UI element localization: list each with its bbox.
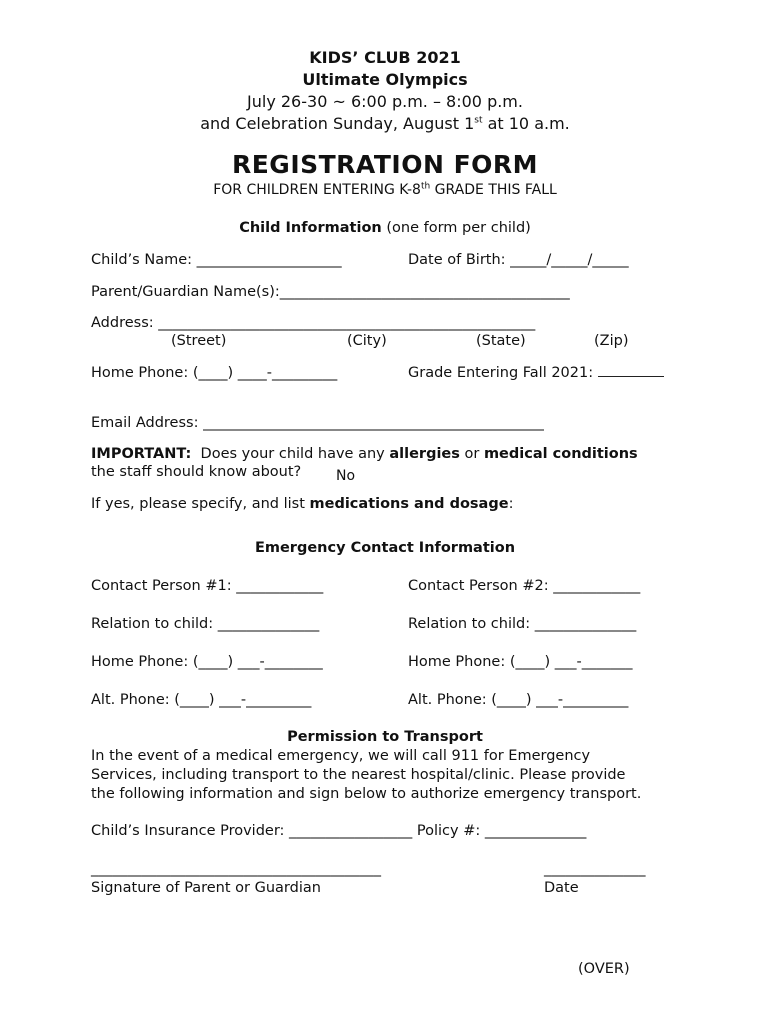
medications-bold: medications and dosage — [309, 496, 509, 512]
home-phone-2-field[interactable]: Home Phone: (____) ___-_______ — [408, 654, 633, 670]
subtitle-text: FOR CHILDREN ENTERING K-8 — [213, 182, 421, 198]
over-note: (OVER) — [578, 961, 630, 977]
or-text: or — [459, 446, 484, 462]
alt-phone-2-field[interactable]: Alt. Phone: (____) ___-_________ — [408, 692, 629, 708]
celebration-line — [0, 114, 770, 135]
signature-label: Signature of Parent or Guardian — [91, 880, 321, 896]
emergency-heading: Emergency Contact Information — [254, 540, 516, 556]
event-name: Ultimate Olympics — [302, 70, 468, 89]
transport-heading: Permission to Transport — [287, 729, 483, 745]
child-info-note: (one form per child) — [381, 220, 531, 236]
relation-1-field[interactable]: Relation to child: ______________ — [91, 616, 320, 632]
child-info-title: Child Information — [239, 220, 382, 236]
contact-person-1-field[interactable]: Contact Person #1: ____________ — [91, 578, 324, 594]
transport-paragraph-line1: In the event of a medical emergency, we will call 911 for Emergency — [91, 748, 591, 764]
subtitle-sup: th — [420, 181, 431, 192]
relation-2-field[interactable]: Relation to child: ______________ — [408, 616, 637, 632]
child-info-heading — [0, 219, 770, 238]
medications-text: If yes, please specify, and list — [91, 496, 310, 512]
date-of-birth-field[interactable]: Date of Birth: _____/_____/_____ — [408, 252, 629, 268]
celebration-text: and Celebration Sunday, August 1 — [200, 114, 475, 133]
home-phone-field[interactable]: Home Phone: (____) ____-_________ — [91, 365, 338, 381]
medical-answer-field[interactable]: No — [336, 468, 356, 484]
contact-person-2-field[interactable]: Contact Person #2: ____________ — [408, 578, 641, 594]
transport-paragraph-line3: the following information and sign below to authorize emergency transport. — [91, 786, 642, 802]
grade-entering-blank[interactable] — [598, 364, 664, 377]
alt-phone-1-field[interactable]: Alt. Phone: (____) ___-_________ — [91, 692, 312, 708]
grade-entering-field[interactable] — [408, 364, 664, 383]
medications-prompt — [91, 495, 513, 514]
club-title: KIDS’ CLUB 2021 — [309, 48, 461, 67]
celebration-time: at 10 a.m. — [482, 114, 570, 133]
child-name-field[interactable]: Child’s Name: ____________________ — [91, 252, 342, 268]
grade-entering-label: Grade Entering Fall 2021: — [408, 365, 598, 381]
important-text: Does your child have any — [191, 446, 390, 462]
address-street-label: (Street) — [171, 333, 227, 349]
form-title: REGISTRATION FORM — [231, 150, 539, 179]
address-field[interactable]: Address: ____________________________________________________ — [91, 315, 536, 331]
home-phone-1-field[interactable]: Home Phone: (____) ___-________ — [91, 654, 323, 670]
important-question-line2: the staff should know about? — [91, 464, 302, 480]
address-city-label: (City) — [347, 333, 387, 349]
date-label: Date — [544, 880, 579, 896]
subtitle-grade: GRADE THIS FALL — [430, 182, 557, 198]
form-subtitle — [0, 181, 770, 199]
address-state-label: (State) — [476, 333, 526, 349]
important-label: IMPORTANT: — [91, 446, 192, 462]
medical-conditions-text: medical conditions — [483, 446, 638, 462]
medications-colon: : — [508, 496, 514, 512]
email-field[interactable]: Email Address: _______________________________________________ — [91, 415, 544, 431]
important-question — [91, 445, 638, 464]
signature-line[interactable]: ________________________________________ — [91, 861, 381, 877]
parent-name-field[interactable]: Parent/Guardian Name(s):________________________________________ — [91, 284, 570, 300]
insurance-policy-field[interactable]: Child’s Insurance Provider: _________________ Policy #: ______________ — [91, 823, 587, 839]
allergies-text: allergies — [389, 446, 460, 462]
date-line[interactable]: ______________ — [544, 861, 646, 877]
address-zip-label: (Zip) — [594, 333, 629, 349]
transport-paragraph-line2: Services, including transport to the nearest hospital/clinic. Please provide — [91, 767, 626, 783]
celebration-sup: st — [474, 115, 483, 126]
event-dates: July 26-30 ~ 6:00 p.m. – 8:00 p.m. — [247, 92, 523, 111]
